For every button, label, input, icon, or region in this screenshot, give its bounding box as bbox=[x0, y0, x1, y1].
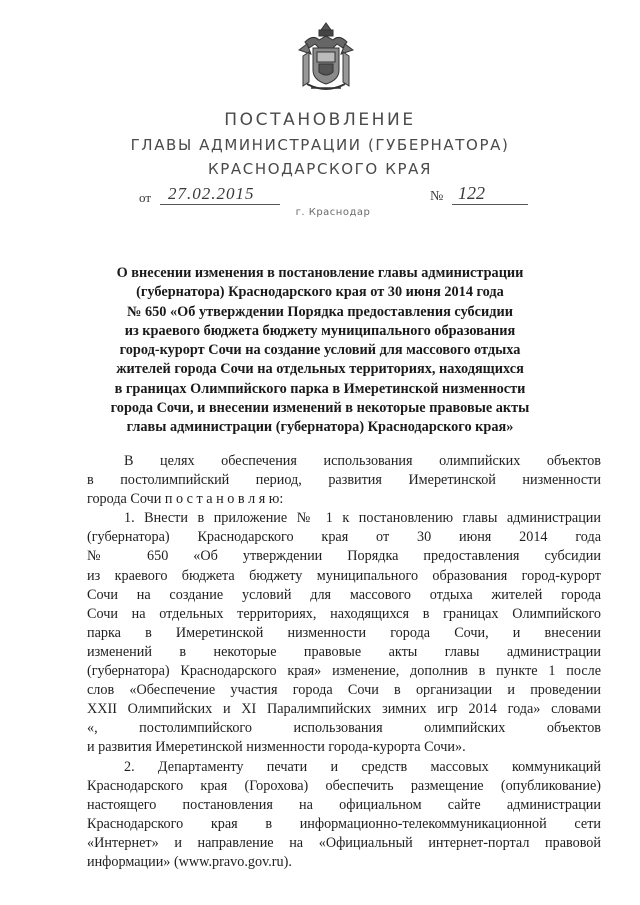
title-line: жителей города Сочи на отдельных территориях, находящихся bbox=[116, 361, 524, 378]
title-line: в границах Олимпийского парка в Имеретинской низменности bbox=[114, 380, 526, 397]
body-line: № 650 «Об утверждении Порядка предоставления субсидии bbox=[87, 548, 601, 565]
body-line: и развития Имеретинской низменности города-курорта Сочи». bbox=[87, 739, 466, 756]
body-line: «, постолимпийского использования олимпийских объектов bbox=[87, 720, 601, 737]
body-line: Сочи на отдельных территориях, находящихся в границах Олимпийского bbox=[87, 605, 601, 622]
body-line: в постолимпийский период, развития Имеретинской низменности bbox=[87, 472, 601, 489]
document-title bbox=[0, 264, 640, 438]
body-line: (губернатора) Краснодарского края» изменение, дополнив в пункте 1 после bbox=[87, 663, 601, 680]
date-underline bbox=[160, 204, 280, 205]
issuer-heading-line-2: КРАСНОДАРСКОГО КРАЯ bbox=[208, 160, 432, 178]
body-line: города Сочи п о с т а н о в л я ю: bbox=[87, 491, 284, 508]
body-line: XXII Олимпийских и XI Паралимпийских зимних игр 2014 года» словами bbox=[87, 701, 601, 718]
body-line: 1. Внести в приложение № 1 к постановлению главы администрации bbox=[124, 510, 601, 527]
body-line: парка в Имеретинской низменности города Сочи, и внесении bbox=[87, 624, 601, 641]
body-line: В целях обеспечения использования олимпийских объектов bbox=[124, 453, 601, 469]
issuer-heading-line-1: ГЛАВЫ АДМИНИСТРАЦИИ (ГУБЕРНАТОРА) bbox=[130, 136, 510, 154]
body-line: слов «Обеспечение участия города Сочи в организации и проведении bbox=[87, 682, 601, 699]
body-line: 2. Департаменту печати и средств массовых коммуникаций bbox=[124, 758, 601, 775]
title-line: город-курорт Сочи на создание условий для массового отдыха bbox=[119, 342, 521, 359]
body-line: информации» (www.pravo.gov.ru). bbox=[87, 853, 292, 870]
title-line: (губернатора) Краснодарского края от 30 июня 2014 года bbox=[136, 284, 504, 301]
number-underline bbox=[452, 204, 528, 205]
coat-of-arms-icon bbox=[297, 20, 355, 94]
item-1-paragraph bbox=[87, 509, 601, 757]
title-line: из краевого бюджета бюджету муниципального образования bbox=[124, 322, 516, 339]
preamble-paragraph bbox=[87, 452, 601, 509]
title-line: О внесении изменения в постановление главы администрации bbox=[116, 265, 524, 281]
body-line: Краснодарского края в информационно-телекоммуникационной сети bbox=[87, 815, 601, 832]
body-line: изменений в некоторые правовые акты главы администрации bbox=[87, 643, 601, 660]
date-label: от bbox=[139, 190, 152, 205]
item-2-paragraph bbox=[87, 758, 601, 873]
body-line: настоящего постановления на официальном сайте администрации bbox=[87, 796, 601, 813]
body-line: из краевого бюджета бюджету муниципального образования город-курорт bbox=[87, 567, 601, 584]
body-line: (губернатора) Краснодарского края от 30 июня 2014 года bbox=[87, 529, 601, 546]
city-name: г. Краснодар bbox=[295, 207, 371, 218]
title-line: главы администрации (губернатора) Краснодарского края» bbox=[126, 419, 514, 436]
document-type-heading: ПОСТАНОВЛЕНИЕ bbox=[224, 110, 416, 130]
number-label: № bbox=[430, 189, 444, 204]
city-line bbox=[0, 207, 640, 218]
handwritten-number: 122 bbox=[458, 183, 485, 203]
title-line: города Сочи, и внесении изменений в некоторые правовые акты bbox=[110, 400, 530, 417]
body-line: Краснодарского края (Горохова) обеспечить размещение (опубликование) bbox=[87, 777, 601, 794]
document-body bbox=[87, 452, 601, 872]
body-line: Сочи на создание условий для массового отдыха жителей города bbox=[87, 586, 601, 603]
body-line: «Интернет» и направление на «Официальный интернет-портал правовой bbox=[87, 834, 601, 851]
handwritten-date: 27.02.2015 bbox=[168, 184, 255, 203]
title-line: № 650 «Об утверждении Порядка предоставления субсидии bbox=[127, 303, 513, 320]
